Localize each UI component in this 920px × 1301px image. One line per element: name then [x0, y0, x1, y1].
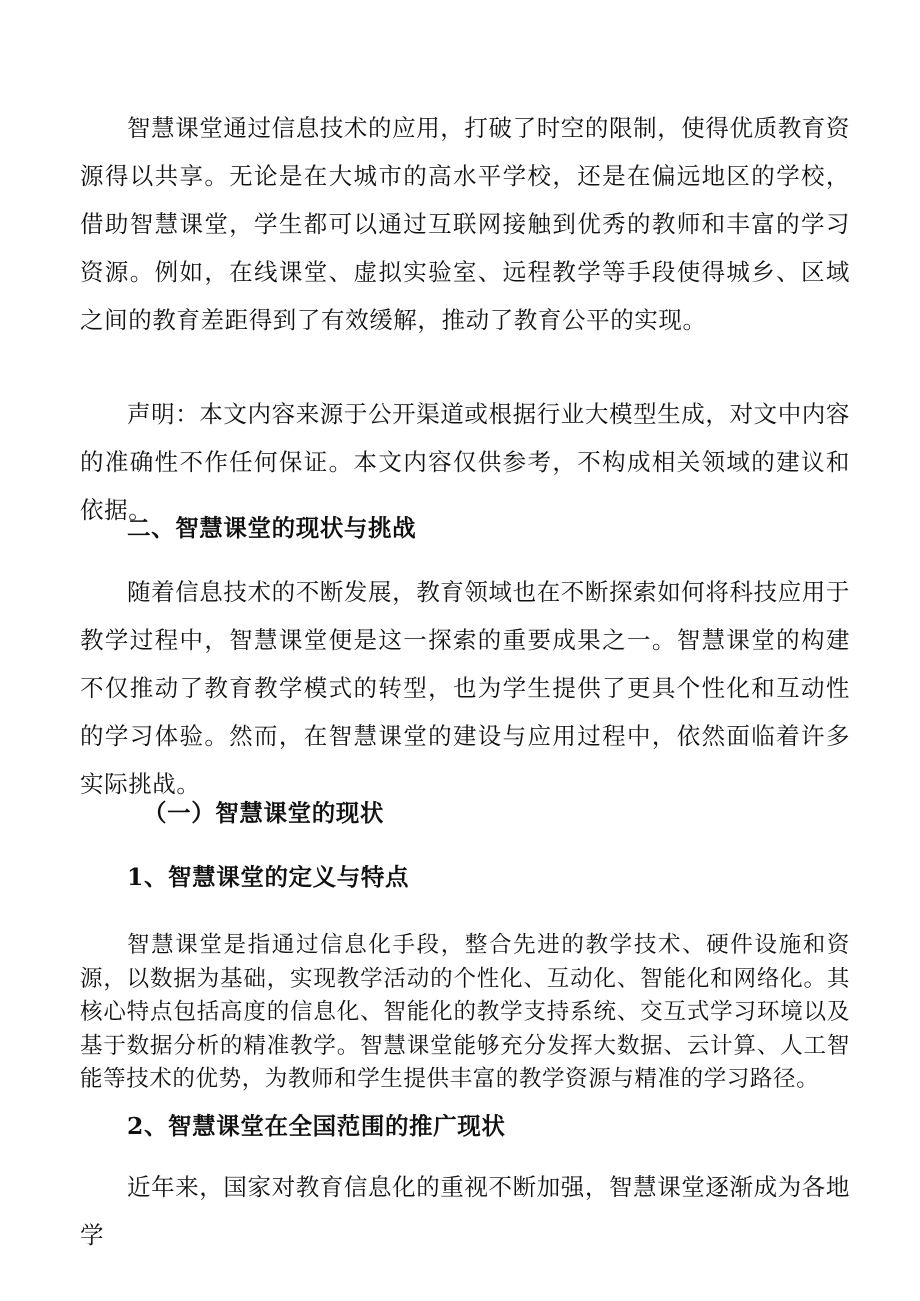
paragraph-promotion: 近年来，国家对教育信息化的重视不断加强，智慧课堂逐渐成为各地学	[80, 1173, 850, 1249]
subsection-heading-status: （一）智慧课堂的现状	[143, 799, 384, 827]
paragraph-disclaimer: 声明：本文内容来源于公开渠道或根据行业大模型生成，对文中内容的准确性不作任何保证。本文内容仅供参考，不构成相关领域的建议和依据。	[80, 400, 850, 524]
paragraph-shared-resources: 智慧课堂通过信息技术的应用，打破了时空的限制，使得优质教育资源得以共享。无论是在大城市的高水平学校，还是在偏远地区的学校，借助智慧课堂，学生都可以通过互联网接触到优秀的教师和丰富的学习资源。例如，在线课堂、虚拟实验室、远程教学等手段使得城乡、区域之间的教育差距得到了有效缓解，推动了教育公平的实现。	[80, 114, 850, 334]
section-heading-status-challenges: 二、智慧课堂的现状与挑战	[127, 514, 417, 542]
item-heading-definition: 1、智慧课堂的定义与特点	[127, 863, 410, 891]
item-heading-promotion: 2、智慧课堂在全国范围的推广现状	[127, 1112, 506, 1140]
paragraph-introduction: 随着信息技术的不断发展，教育领域也在不断探索如何将科技应用于教学过程中，智慧课堂便是这一探索的重要成果之一。智慧课堂的构建不仅推动了教育教学模式的转型，也为学生提供了更具个性化和互动性的学习体验。然而，在智慧课堂的建设与应用过程中，依然面临着许多实际挑战。	[80, 578, 850, 798]
paragraph-definition: 智慧课堂是指通过信息化手段，整合先进的教学技术、硬件设施和资源，以数据为基础，实现教学活动的个性化、互动化、智能化和网络化。其核心特点包括高度的信息化、智能化的教学支持系统、交互式学习环境以及基于数据分析的精准教学。智慧课堂能够充分发挥大数据、云计算、人工智能等技术的优势，为教师和学生提供丰富的教学资源与精准的学习路径。	[80, 932, 850, 1092]
